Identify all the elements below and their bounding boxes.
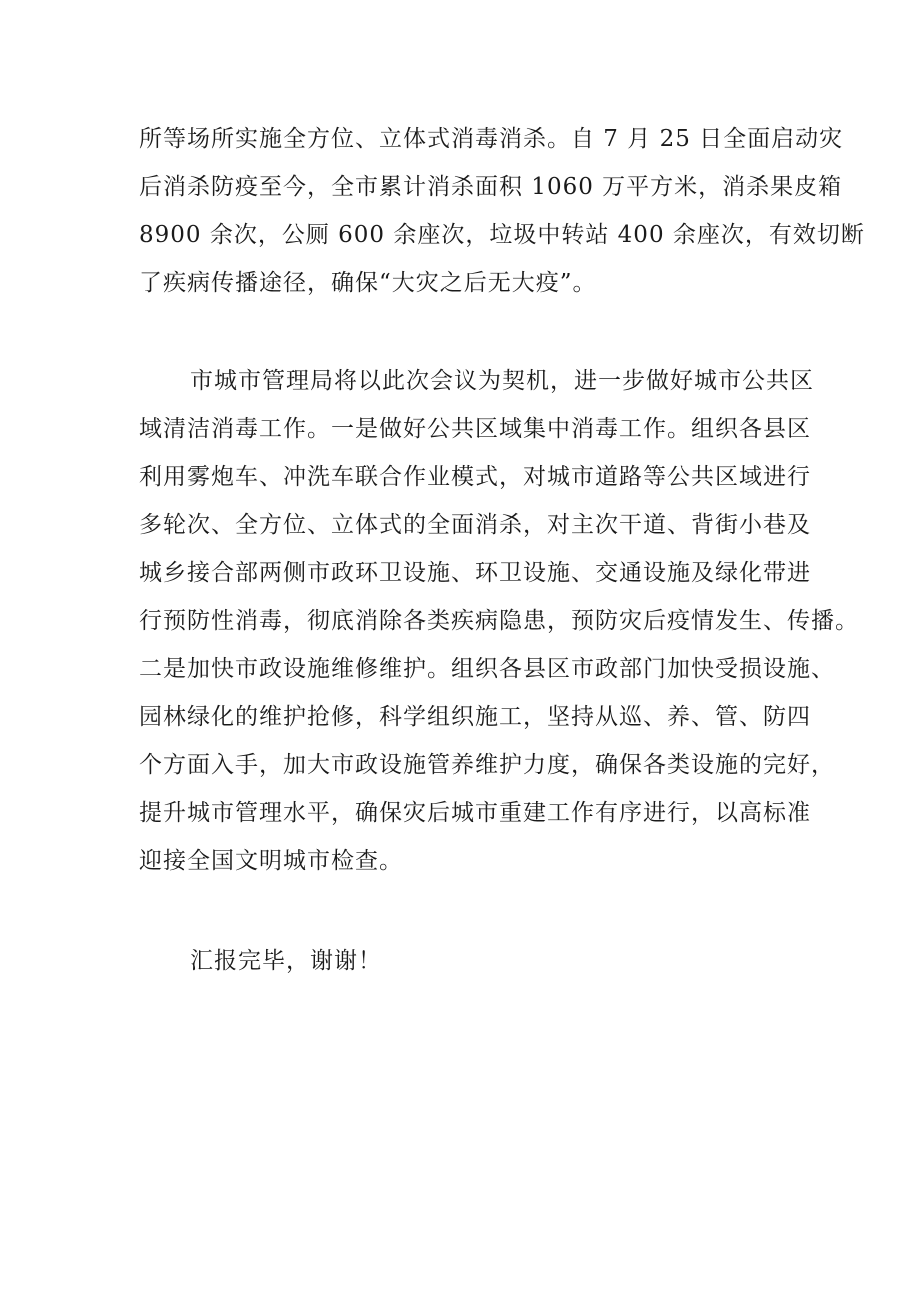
text-line: 域清洁消毒工作。一是做好公共区域集中消毒工作。组织各县区 <box>139 416 811 442</box>
text-line: 利用雾炮车、冲洗车联合作业模式，对城市道路等公共区域进行 <box>139 464 811 490</box>
text-line: 市城市管理局将以此次会议为契机，进一步做好城市公共区 <box>190 368 814 394</box>
text-line: 行预防性消毒，彻底消除各类疾病隐患，预防灾后疫情发生、传播。 <box>139 608 859 634</box>
closing-line: 汇报完毕，谢谢！ <box>190 948 382 974</box>
text-line: 城乡接合部两侧市政环卫设施、环卫设施、交通设施及绿化带进 <box>139 560 811 586</box>
text-line: 后消杀防疫至今，全市累计消杀面积 1060 万平方米，消杀果皮箱 <box>139 174 843 200</box>
text-line: 了疾病传播途径，确保“大灾之后无大疫”。 <box>139 270 597 296</box>
text-line: 所等场所实施全方位、立体式消毒消杀。自 7 月 25 日全面启动灾 <box>139 126 844 152</box>
text-line: 迎接全国文明城市检查。 <box>139 848 403 874</box>
text-line: 二是加快市政设施维修维护。组织各县区市政部门加快受损设施、 <box>139 656 835 682</box>
text-line: 提升城市管理水平，确保灾后城市重建工作有序进行，以高标准 <box>139 800 811 826</box>
text-line: 个方面入手，加大市政设施管养维护力度，确保各类设施的完好， <box>139 752 835 778</box>
text-line: 多轮次、全方位、立体式的全面消杀，对主次干道、背街小巷及 <box>139 512 811 538</box>
text-line: 8900 余次，公厕 600 余座次，垃圾中转站 400 余座次，有效切断 <box>139 222 865 248</box>
text-line: 园林绿化的维护抢修，科学组织施工，坚持从巡、养、管、防四 <box>139 704 811 730</box>
